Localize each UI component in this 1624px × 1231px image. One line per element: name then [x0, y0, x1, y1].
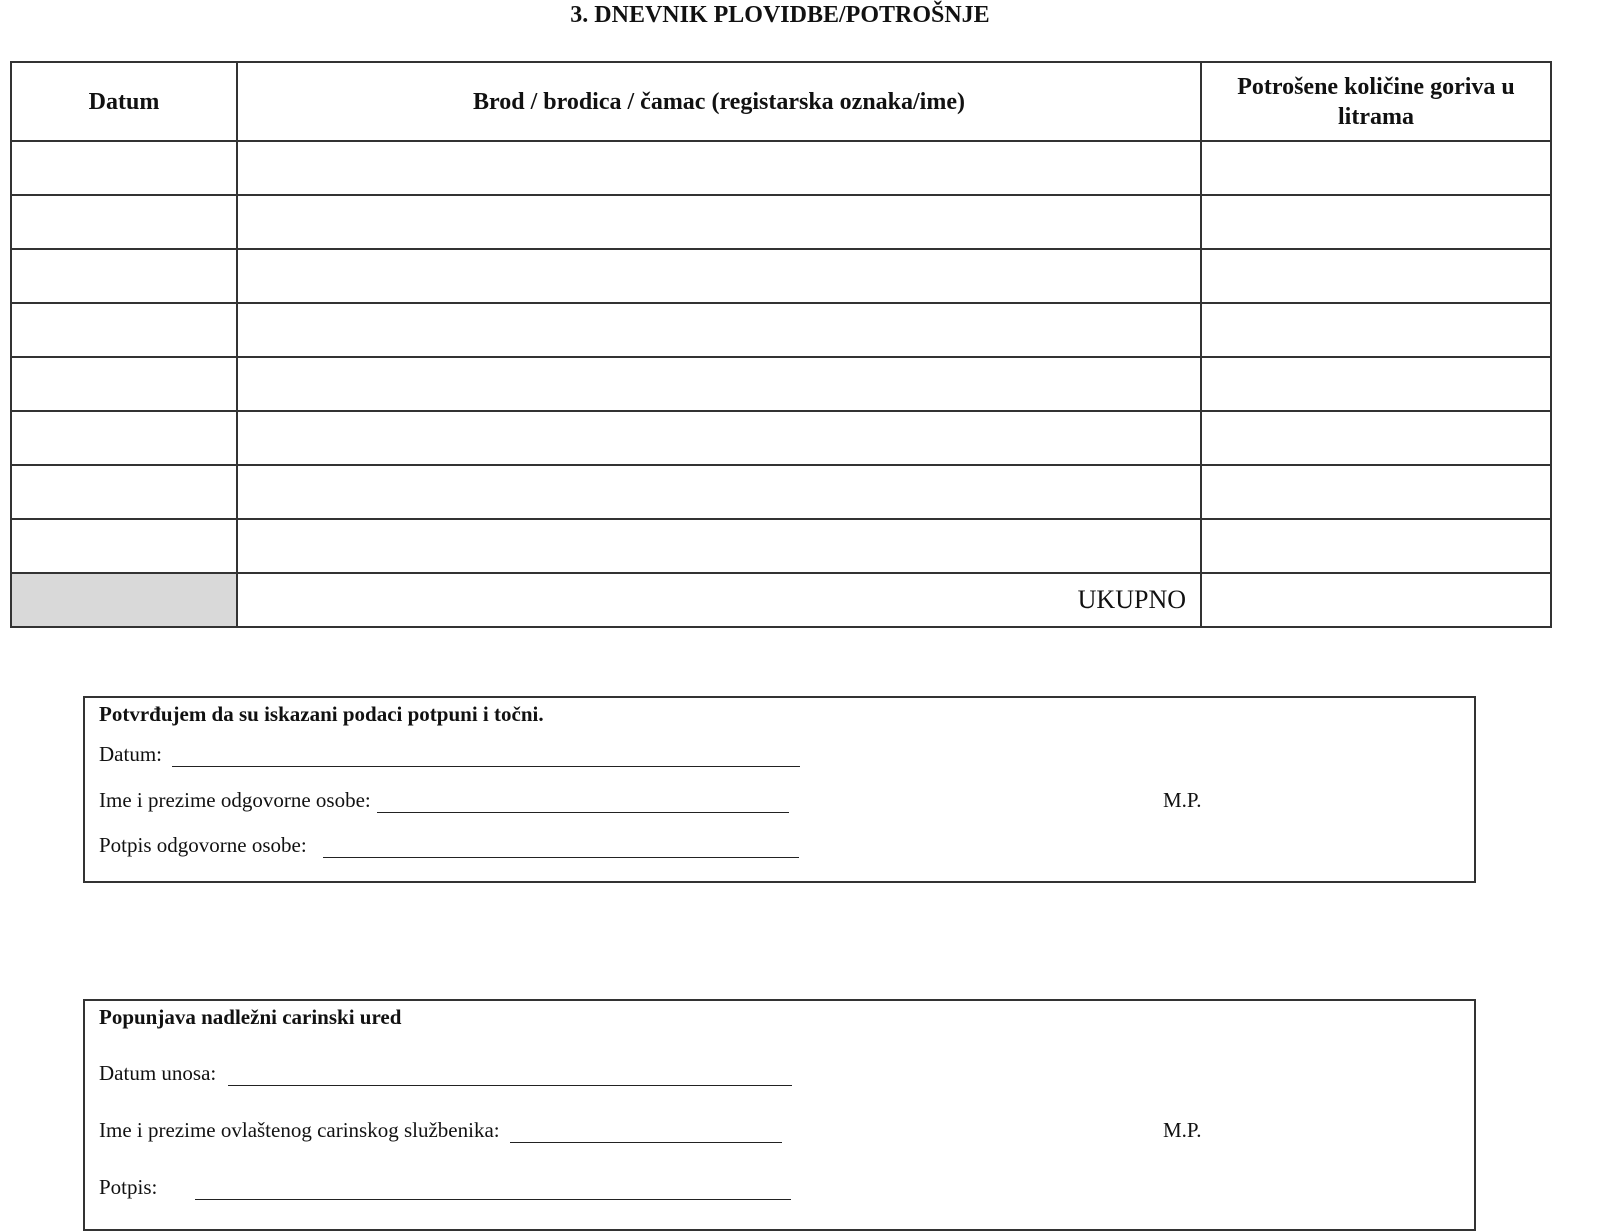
header-vessel: Brod / brodica / čamac (registarska oznaka/ime)	[237, 62, 1201, 141]
confirmation-name-label: Ime i prezime odgovorne osobe:	[99, 788, 371, 812]
confirmation-signature-field[interactable]	[323, 837, 799, 858]
date-cell[interactable]	[11, 357, 237, 411]
fuel-cell[interactable]	[1201, 195, 1551, 249]
confirmation-date-field[interactable]	[172, 746, 800, 767]
total-label: UKUPNO	[237, 573, 1201, 627]
confirmation-stamp-label: M.P.	[1163, 788, 1202, 812]
customs-name-row	[99, 1118, 782, 1143]
customs-date-row	[99, 1061, 792, 1086]
vessel-cell[interactable]	[237, 465, 1201, 519]
date-cell[interactable]	[11, 141, 237, 195]
table-row	[11, 519, 1551, 573]
vessel-cell[interactable]	[237, 249, 1201, 303]
fuel-cell[interactable]	[1201, 357, 1551, 411]
confirmation-box	[83, 696, 1476, 883]
customs-name-field[interactable]	[510, 1122, 782, 1143]
header-fuel-consumed: Potrošene količine goriva u litrama	[1201, 62, 1551, 141]
table-row	[11, 357, 1551, 411]
customs-date-field[interactable]	[228, 1065, 792, 1086]
confirmation-signature-row	[99, 833, 799, 858]
header-date: Datum	[11, 62, 237, 141]
confirmation-date-label: Datum:	[99, 742, 162, 766]
date-cell[interactable]	[11, 465, 237, 519]
vessel-cell[interactable]	[237, 357, 1201, 411]
customs-heading: Popunjava nadležni carinski ured	[99, 1005, 402, 1029]
page-title: 3. DNEVNIK PLOVIDBE/POTROŠNJE	[570, 2, 990, 28]
date-cell[interactable]	[11, 249, 237, 303]
table-row	[11, 465, 1551, 519]
table-row	[11, 249, 1551, 303]
customs-signature-row	[99, 1175, 791, 1200]
total-row	[11, 573, 1551, 627]
customs-name-label: Ime i prezime ovlaštenog carinskog službenika:	[99, 1118, 500, 1142]
total-fuel-cell[interactable]	[1201, 573, 1551, 627]
voyage-consumption-table	[10, 61, 1552, 628]
fuel-cell[interactable]	[1201, 411, 1551, 465]
total-blank-cell	[11, 573, 237, 627]
table-row	[11, 303, 1551, 357]
confirmation-signature-label: Potpis odgovorne osobe:	[99, 833, 307, 857]
vessel-cell[interactable]	[237, 303, 1201, 357]
customs-stamp-label: M.P.	[1163, 1118, 1202, 1142]
customs-signature-field[interactable]	[195, 1179, 791, 1200]
table-header-row	[11, 62, 1551, 141]
confirmation-name-row	[99, 788, 789, 813]
vessel-cell[interactable]	[237, 141, 1201, 195]
table-row	[11, 141, 1551, 195]
vessel-cell[interactable]	[237, 519, 1201, 573]
confirmation-name-field[interactable]	[377, 792, 789, 813]
confirmation-heading: Potvrđujem da su iskazani podaci potpuni i točni.	[99, 702, 544, 726]
vessel-cell[interactable]	[237, 411, 1201, 465]
customs-office-box	[83, 999, 1476, 1231]
fuel-cell[interactable]	[1201, 249, 1551, 303]
customs-signature-label: Potpis:	[99, 1175, 158, 1199]
confirmation-date-row	[99, 742, 800, 767]
table-row	[11, 195, 1551, 249]
fuel-cell[interactable]	[1201, 141, 1551, 195]
table-row	[11, 411, 1551, 465]
date-cell[interactable]	[11, 303, 237, 357]
fuel-cell[interactable]	[1201, 303, 1551, 357]
vessel-cell[interactable]	[237, 195, 1201, 249]
date-cell[interactable]	[11, 195, 237, 249]
date-cell[interactable]	[11, 519, 237, 573]
fuel-cell[interactable]	[1201, 465, 1551, 519]
date-cell[interactable]	[11, 411, 237, 465]
customs-date-label: Datum unosa:	[99, 1061, 217, 1085]
fuel-cell[interactable]	[1201, 519, 1551, 573]
